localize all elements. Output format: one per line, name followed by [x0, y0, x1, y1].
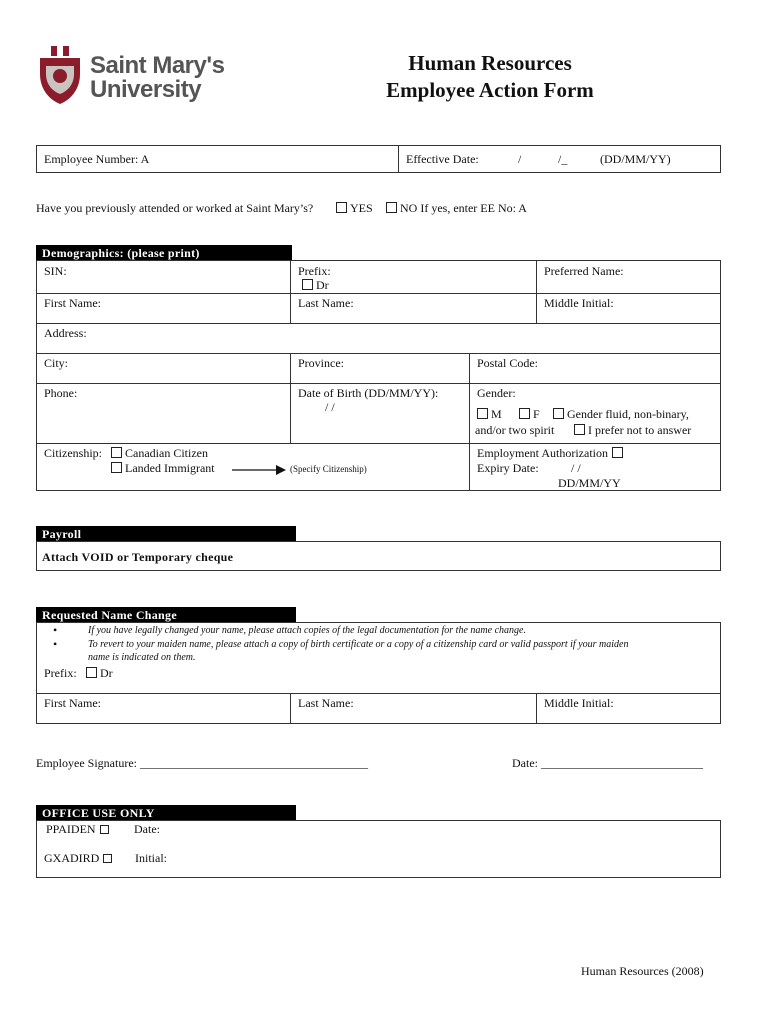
province-field[interactable]: Province:	[298, 356, 344, 370]
postal-code-field[interactable]: Postal Code:	[477, 356, 539, 370]
prefix-dr-checkbox[interactable]	[302, 279, 313, 290]
ppaiden-option[interactable]: PPAIDEN	[46, 822, 112, 837]
specify-citizenship-field[interactable]: (Specify Citizenship)	[290, 464, 367, 474]
name-change-bullet-2-line-1: To revert to your maiden name, please attach a copy of birth certificate or a copy of a citizenship card or valid passport if your maiden	[88, 639, 629, 650]
name-change-bullet-2-line-2: name is indicated on them.	[88, 652, 196, 663]
expiry-date-format: DD/MM/YY	[558, 476, 621, 490]
middle-initial-field[interactable]: Middle Initial:	[544, 296, 614, 310]
yes-checkbox[interactable]	[336, 202, 347, 213]
bullet-2-icon: •	[53, 637, 58, 651]
office-initial-field[interactable]: Initial:	[135, 851, 167, 865]
landed-immigrant-checkbox[interactable]	[111, 462, 122, 473]
employment-authorization-checkbox[interactable]	[612, 447, 623, 458]
gxadird-checkbox[interactable]	[103, 854, 112, 863]
office-use-header: OFFICE USE ONLY	[36, 805, 296, 820]
effective-date-slash-1[interactable]: /	[518, 152, 522, 166]
crest-icon	[36, 44, 84, 106]
phone-field[interactable]: Phone:	[44, 386, 78, 400]
employee-number-field[interactable]: Employee Number: A	[44, 152, 150, 166]
preferred-name-field[interactable]: Preferred Name:	[544, 264, 624, 278]
gender-two-spirit-text: and/or two spirit	[475, 423, 555, 437]
payroll-header: Payroll	[36, 526, 296, 541]
citizenship-label: Citizenship:	[44, 446, 102, 460]
dob-label: Date of Birth (DD/MM/YY):	[298, 386, 439, 400]
name-change-first-name-field[interactable]: First Name:	[44, 696, 101, 710]
last-name-field[interactable]: Last Name:	[298, 296, 354, 310]
dob-slashes[interactable]: / /	[325, 400, 335, 414]
landed-immigrant-option[interactable]: Landed Immigrant	[111, 461, 215, 476]
address-field[interactable]: Address:	[44, 326, 87, 340]
logo-line-2: University	[90, 76, 202, 103]
canadian-citizen-option[interactable]: Canadian Citizen	[111, 446, 208, 461]
gender-m-option[interactable]: M	[477, 407, 502, 422]
attended-question: Have you previously attended or worked at Saint Mary’s?	[36, 201, 314, 215]
employment-authorization-option[interactable]: Employment Authorization	[477, 446, 626, 461]
gender-prefer-not-option[interactable]: I prefer not to answer	[574, 423, 691, 438]
no-checkbox[interactable]	[386, 202, 397, 213]
name-change-prefix-label: Prefix:	[44, 666, 77, 680]
page-title	[340, 50, 640, 104]
ppaiden-checkbox[interactable]	[100, 825, 109, 834]
expiry-date-slashes[interactable]: / /	[571, 461, 581, 475]
payroll-attach-text: Attach VOID or Temporary cheque	[42, 550, 234, 564]
gender-f-checkbox[interactable]	[519, 408, 530, 419]
name-change-prefix-dr-checkbox[interactable]	[86, 667, 97, 678]
effective-date-label: Effective Date:	[406, 152, 479, 166]
employee-signature-field[interactable]: Employee Signature: ______________________________________	[36, 756, 368, 770]
office-date-field[interactable]: Date:	[134, 822, 160, 836]
footer-text: Human Resources (2008)	[581, 964, 704, 978]
effective-date-slash-2[interactable]: /_	[558, 152, 568, 166]
name-change-header: Requested Name Change	[36, 607, 296, 622]
sin-field[interactable]: SIN:	[44, 264, 67, 278]
gender-m-checkbox[interactable]	[477, 408, 488, 419]
prefix-label: Prefix:	[298, 264, 331, 278]
gender-prefer-not-checkbox[interactable]	[574, 424, 585, 435]
canadian-citizen-checkbox[interactable]	[111, 447, 122, 458]
gender-f-option[interactable]: F	[519, 407, 540, 422]
signature-date-field[interactable]: Date: ___________________________	[512, 756, 703, 770]
gender-fluid-option[interactable]: Gender fluid, non-binary,	[553, 407, 689, 422]
expiry-date-label: Expiry Date:	[477, 461, 539, 475]
logo-line-1: Saint Mary's	[90, 52, 225, 79]
name-change-table	[36, 622, 721, 724]
demographics-header: Demographics: (please print)	[36, 245, 292, 260]
bullet-1-icon: •	[53, 623, 58, 637]
first-name-field[interactable]: First Name:	[44, 296, 101, 310]
name-change-bullet-1: If you have legally changed your name, please attach copies of the legal documentation for the name change.	[88, 625, 526, 636]
gender-label: Gender:	[477, 386, 516, 400]
title-line-2: Employee Action Form	[386, 78, 594, 102]
name-change-last-name-field[interactable]: Last Name:	[298, 696, 354, 710]
gender-fluid-checkbox[interactable]	[553, 408, 564, 419]
name-change-middle-initial-field[interactable]: Middle Initial:	[544, 696, 614, 710]
name-change-prefix-dr-option[interactable]: Dr	[86, 666, 113, 681]
university-logo	[36, 44, 226, 106]
yes-option[interactable]: YES	[336, 201, 373, 216]
city-field[interactable]: City:	[44, 356, 69, 370]
gxadird-option[interactable]: GXADIRD	[44, 851, 115, 866]
arrow-right-icon	[232, 464, 286, 476]
effective-date-format: (DD/MM/YY)	[600, 152, 671, 166]
no-option[interactable]: NO If yes, enter EE No: A	[386, 201, 527, 216]
title-line-1: Human Resources	[408, 51, 572, 75]
prefix-dr-option[interactable]: Dr	[302, 278, 329, 293]
